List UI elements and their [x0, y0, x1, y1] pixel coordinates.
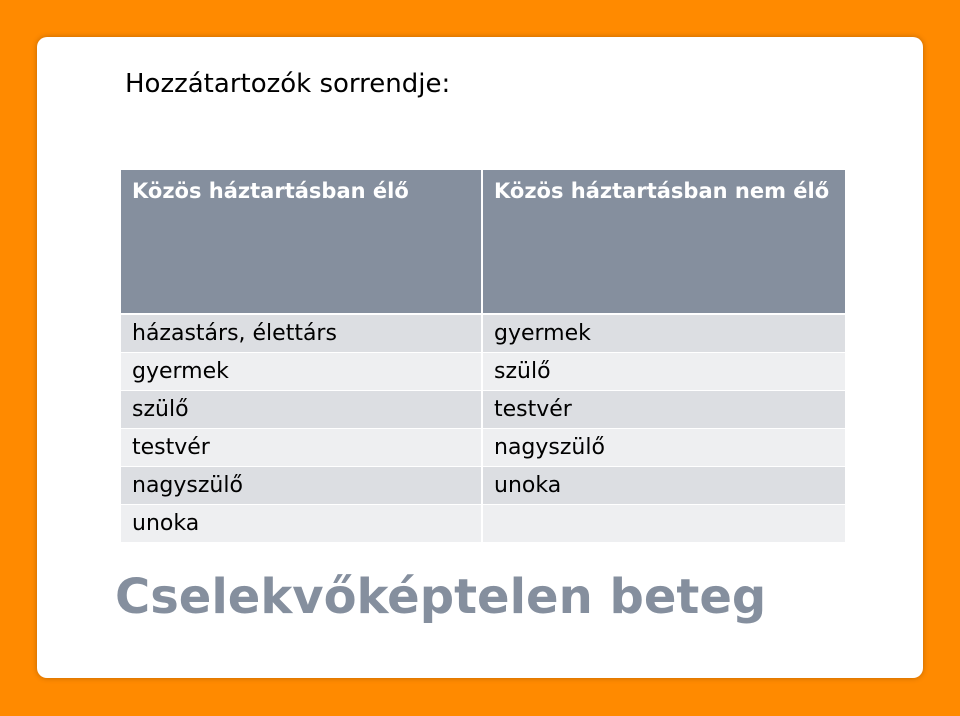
table-cell: unoka [121, 505, 481, 542]
table-cell: nagyszülő [483, 429, 845, 466]
table-cell: testvér [483, 391, 845, 428]
table-cell: házastárs, élettárs [121, 315, 481, 352]
relatives-order-table [121, 170, 845, 543]
table-row [121, 391, 845, 428]
table-cell: szülő [483, 353, 845, 390]
table-row [121, 467, 845, 504]
table-cell: nagyszülő [121, 467, 481, 504]
table-row [121, 429, 845, 466]
table-cell: unoka [483, 467, 845, 504]
table-row [121, 353, 845, 390]
table-row [121, 315, 845, 352]
table-cell [483, 505, 845, 542]
table-cell: szülő [121, 391, 481, 428]
table-cell: gyermek [121, 353, 481, 390]
header-living-together: Közös háztartásban élő [121, 170, 481, 313]
slide-title: Cselekvőképtelen beteg [115, 569, 767, 625]
table-cell: gyermek [483, 315, 845, 352]
table-row [121, 505, 845, 542]
table-cell: testvér [121, 429, 481, 466]
header-not-living-together: Közös háztartásban nem élő [483, 170, 845, 313]
slide-subtitle: Hozzátartozók sorrendje: [125, 69, 451, 99]
